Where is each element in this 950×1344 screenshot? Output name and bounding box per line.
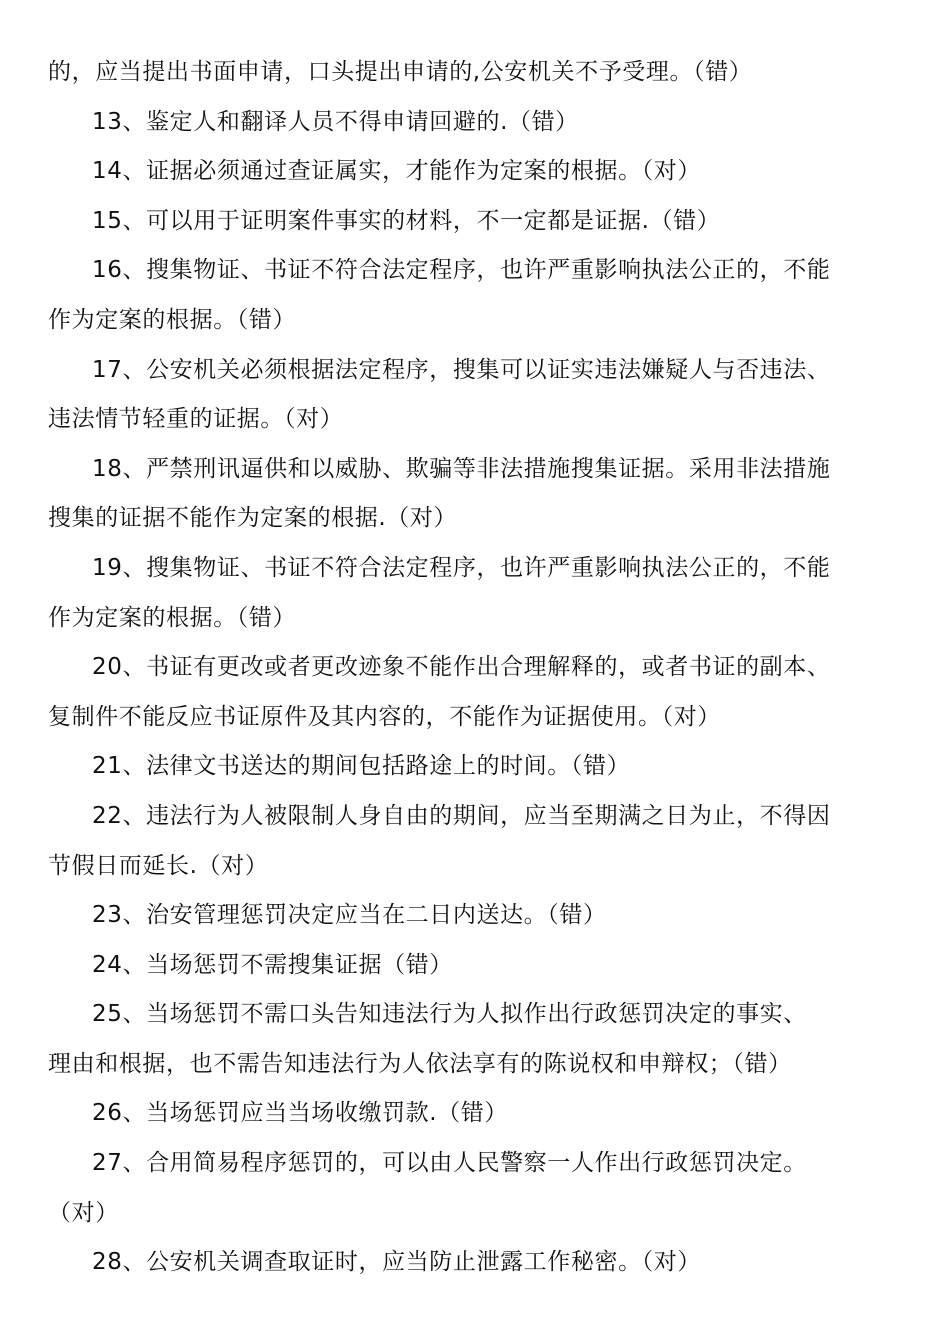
question-20-line-2: 复制件不能反应书证原件及其内容的，不能作为证据使用。（对） xyxy=(48,703,721,730)
question-13-line-1: 13、鉴定人和翻译人员不得申请回避的.（错） xyxy=(92,108,579,135)
question-18-line-1: 18、严禁刑讯逼供和以威胁、欺骗等非法措施搜集证据。采用非法措施 xyxy=(92,455,831,482)
question-17-line-2: 违法情节轻重的证据。（对） xyxy=(48,406,344,433)
question-25-line-2: 理由和根据，也不需告知违法行为人依法享有的陈说权和申辩权；（错） xyxy=(48,1050,792,1077)
question-19-line-2: 作为定案的根据。（错） xyxy=(48,604,297,631)
question-26-line-1: 26、当场惩罚应当当场收缴罚款.（错） xyxy=(92,1100,508,1127)
question-22-line-1: 22、违法行为人被限制人身自由的期间，应当至期满之日为止，不得因 xyxy=(92,802,831,829)
question-27-line-1: 27、合用简易程序惩罚的，可以由人民警察一人作出行政惩罚决定。 xyxy=(92,1150,807,1177)
question-25-line-1: 25、当场惩罚不需口头告知违法行为人拟作出行政惩罚决定的事实、 xyxy=(92,1001,807,1028)
question-24-line-1: 24、当场惩罚不需搜集证据（错） xyxy=(92,951,453,978)
question-14-line-1: 14、证据必须通过查证属实，才能作为定案的根据。（对） xyxy=(92,158,701,185)
question-18-line-2: 搜集的证据不能作为定案的根据.（对） xyxy=(48,505,458,532)
question-22-line-2: 节假日而延长.（对） xyxy=(48,852,269,879)
question-16-line-1: 16、搜集物证、书证不符合法定程序，也许严重影响执法公正的，不能 xyxy=(92,257,831,284)
question-23-line-1: 23、治安管理惩罚决定应当在二日内送达。（错） xyxy=(92,902,607,929)
question-27-line-2: （对） xyxy=(48,1199,119,1226)
question-17-line-1: 17、公安机关必须根据法定程序，搜集可以证实违法嫌疑人与否违法、 xyxy=(92,356,831,383)
question-16-line-2: 作为定案的根据。（错） xyxy=(48,306,297,333)
text-line: 的，应当提出书面申请，口头提出申请的,公安机关不予受理。（错） xyxy=(48,59,753,85)
question-21-line-1: 21、法律文书送达的期间包括路途上的时间。（错） xyxy=(92,753,631,780)
question-15-line-1: 15、可以用于证明案件事实的材料，不一定都是证据.（错） xyxy=(92,207,721,234)
question-20-line-1: 20、书证有更改或者更改迹象不能作出合理解释的，或者书证的副本、 xyxy=(92,654,831,681)
question-28-line-1: 28、公安机关调查取证时，应当防止泄露工作秘密。（对） xyxy=(92,1249,701,1276)
question-19-line-1: 19、搜集物证、书证不符合法定程序，也许严重影响执法公正的，不能 xyxy=(92,554,831,581)
